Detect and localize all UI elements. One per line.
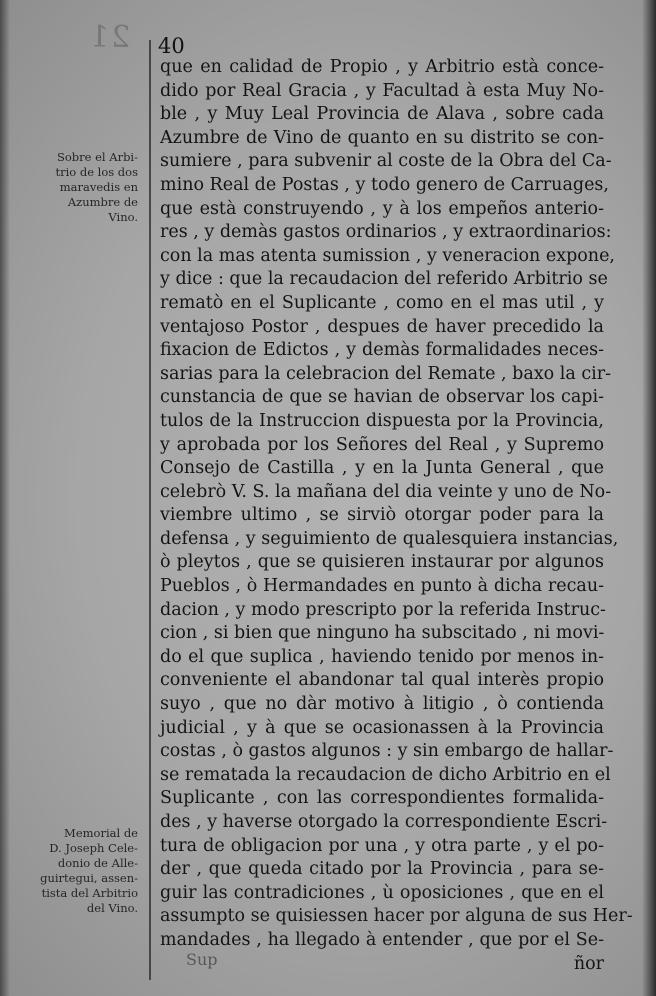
text-line: der , que queda citado por la Provincia , para se- [160,859,604,880]
text-line: ble , y Muy Leal Provincia de Alava , sobre cada [160,104,604,125]
bleed-through-footer: Sup [186,950,218,969]
text-line: ñor [573,953,604,974]
text-line: se rematada la recaudacion de dicho Arbitrio en el [160,764,611,785]
text-line: Consejo de Castilla , y en la Junta General , que [160,458,604,479]
text-line: dacion , y modo prescripto por la referida Instruc- [160,599,606,620]
page-number: 40 [158,34,185,58]
text-line: mino Real de Postas , y todo genero de Carruages, [160,174,609,195]
text-line: Pueblos , ò Hermandades en punto à dicha recau- [160,576,604,597]
text-line: tura de obligacion por una , y otra parte , y el po- [160,835,604,856]
text-line: dido por Real Gracia , y Facultad à esta Muy No- [160,80,604,101]
text-line: costas , ò gastos algunos : y sin embargo de hallar- [160,741,614,762]
text-line: que en calidad de Propio , y Arbitrio està conce- [160,57,604,77]
bleed-through-corner: 21 [88,20,131,55]
text-line: celebrò V. S. la mañana del dia veinte y uno de No- [160,481,612,502]
text-line: y aprobada por los Señores del Real , y Supremo [160,434,604,455]
gutter-shadow [0,0,10,996]
text-line: y dice : que la recaudacion del referido Arbitrio se [160,269,608,290]
page-edge-shadow [642,0,656,996]
text-line: judicial , y à que se ocasionassen à la Provincia [160,717,604,738]
text-line: ò pleytos , que se quisieren instaurar por algunos [160,552,604,573]
text-line: mandades , ha llegado à entender , que por el Se- [160,929,604,950]
text-line: fixacion de Edictos , y demàs formalidades neces- [160,340,604,361]
text-line: cunstancia de que se havian de observar los capi- [160,387,604,408]
body-text [160,56,633,976]
text-line: tulos de la Instruccion dispuesta por la Provincia, [160,410,604,431]
text-line: con la mas atenta sumission , y veneracion expone, [160,245,615,266]
text-line: suyo , que no dàr motivo à litigio , ò contienda [160,694,604,715]
text-line: Suplicante , con las correspondientes formalida- [160,788,604,809]
text-line: viembre ultimo , se sirviò otorgar poder para la [160,505,604,526]
text-line: do el que suplica , haviendo tenido por menos in- [160,646,604,667]
text-line: des , y haverse otorgado la correspondiente Escri- [160,812,608,832]
text-line: defensa , y seguimiento de qualesquiera instancias, [160,528,619,549]
text-line: rematò en el Suplicante , como en el mas util , y [160,292,604,313]
text-line: que està construyendo , y à los empeños anterio- [160,198,604,219]
margin-rule [149,40,151,980]
margin-note-arbitrio: Sobre el Arbi- trio de los dos maravedis en Azumbre de Vino. [55,150,138,224]
text-line: res , y demàs gastos ordinarios , y extraordinarios: [160,222,612,243]
text-line: guir las contradiciones , ù oposiciones , que en el [160,882,604,903]
text-line: sumiere , para subvenir al coste de la Obra del Ca- [160,151,612,172]
text-line: conveniente el abandonar tal qual interès propio [160,670,604,691]
margin-note-memorial: Memorial de D. Joseph Cele- donio de Alle- guirtegui, assen- tista del Arbitrio del Vino. [40,826,138,915]
text-line: Azumbre de Vino de quanto en su distrito se con- [160,127,604,148]
text-line: ventajoso Postor , despues de haver precedido la [160,316,604,337]
text-line: cion , si bien que ninguno ha subscitado , ni movi- [160,623,605,644]
text-line: sarias para la celebracion del Remate , baxo la cir- [160,363,612,384]
text-line: assumpto se quisiessen hacer por alguna de sus Her- [160,906,633,927]
